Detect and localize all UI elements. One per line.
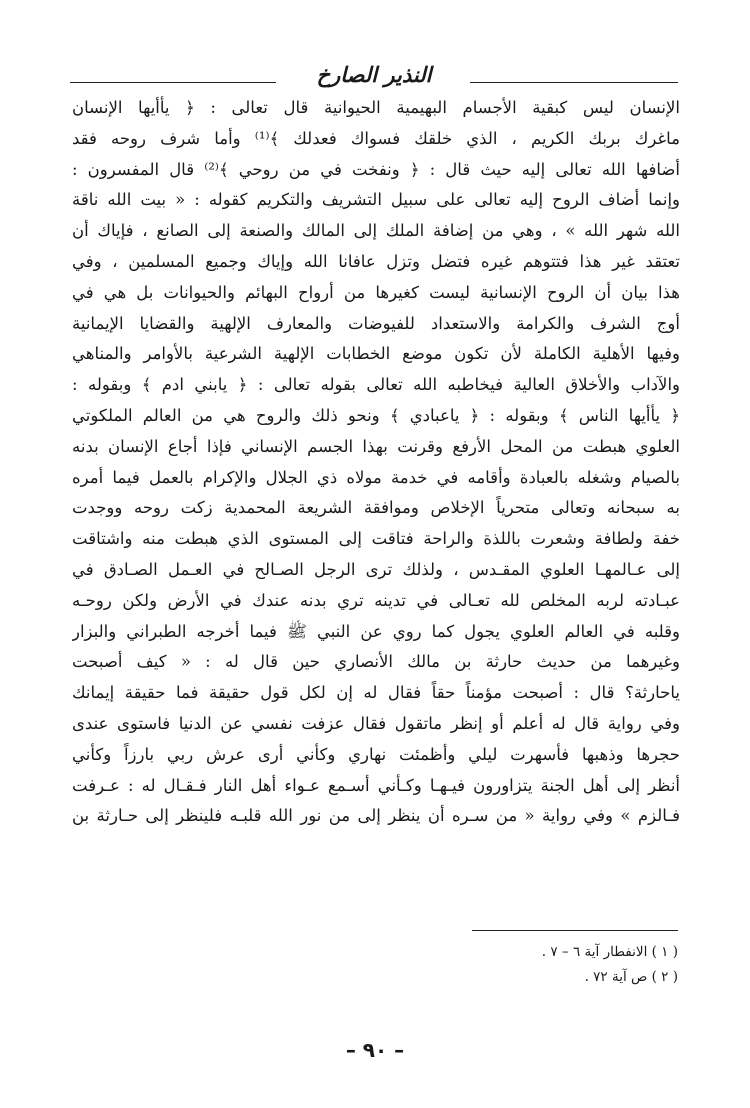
- text-line: الإنسان ليس كبقية الأجسام البهيمية الحيوانية قال تعالى : ﴿ يأأيها الإنسان: [72, 98, 680, 117]
- body-text: [72, 93, 680, 832]
- text-line: أنظر إلى أهل الجنة يتزاورون فيـهـا وكـأني أسـمع عـواء أهل النار فـقـال له : عـرفت: [72, 775, 680, 795]
- text-line: حجرها وذهبها فأسهرت ليلي وأظمئت نهاري وكأني أرى عرش ربي بارزاً وكأني: [72, 744, 680, 764]
- text-line: عبـادته لربه المخلص لله تعـالى في تدينه تري بدنه عندك في الأرض ولكن روحـه: [72, 590, 680, 610]
- text-line: أوج الشرف والكرامة والاستعداد للفيوضات والمعارف الإلهية والقضايا الإيمانية: [72, 313, 680, 333]
- text-line: الله شهر الله » ، وهي من إضافة الملك إلى المالك والصنعة إلى الصانع ، فإياك أن: [72, 221, 680, 241]
- text-line: ماغرك بربك الكريم ، الذي خلقك فسواك فعدلك ﴾⁽¹⁾ وأما شرف روحه فقد: [72, 128, 680, 148]
- text-line: العلوي هبطت من المحل الأرفع وقرنت بهذا الجسم الإنساني فإذا أجاع الإنسان بدنه: [72, 436, 680, 456]
- text-line: بالصيام وشغله بالعبادة وأقامه في خدمة مولاه ذي الجلال والإكرام بالعمل فيما أمره: [72, 467, 680, 487]
- text-line: وقلبه في العالم العلوي يجول كما روي عن النبي ﷺ فيما أخرجه الطبراني والبزار: [72, 621, 680, 641]
- text-line: ﴿ يأأيها الناس ﴾ وبقوله : ﴿ ياعبادي ﴾ ونحو ذلك والروح هي من العالم الملكوتي: [72, 405, 680, 425]
- header-rule-left: [70, 82, 276, 83]
- text-line: وفي رواية قال له أعلم أو إنظر ماتقول فقال عزفت نفسي عن الدنيا فاستوى عندى: [72, 713, 680, 733]
- text-line: به سبحانه وتعالى متحرياً الإخلاص وموافقة الشريعة المحمدية زكت روحه ووجدت: [72, 498, 680, 518]
- running-header: [70, 62, 678, 92]
- page-number: – ٩٠ –: [345, 1038, 405, 1062]
- text-line: أضافها الله تعالى إليه حيث قال : ﴿ ونفخت في من روحي ﴾⁽²⁾ قال المفسرون :: [72, 159, 680, 179]
- text-line: خفة ولطافة وشعرت باللذة والراحة فتاقت إلى المستوى الذي هبطت منه واشتاقت: [72, 529, 680, 549]
- text-line: والآداب والأخلاق العالية فيخاطبه الله تعالى بقوله تعالى : ﴿ يابني ادم ﴾ وبقوله :: [72, 375, 680, 395]
- footnote-2: ( ٢ ) ص آية ٧٢ .: [584, 969, 678, 985]
- text-line: فـالزم » وفي رواية « من سـره أن ينظر إلى من نور الله قلبـه فلينظر إلى حـارثة بن: [72, 806, 680, 826]
- text-line: إلى عـالمهـا العلوي المقـدس ، ولذلك ترى الرجل الصـالح في العـمل الصـادق في: [72, 559, 680, 579]
- text-line: وغيرهما من حديث حارثة بن مالك الأنصاري حين قال له : « كيف أصبحت: [72, 652, 680, 672]
- text-line: هذا بيان أن الروح الإنسانية ليست كغيرها من أرواح البهائم والحيوانات بل هي في: [72, 282, 680, 302]
- text-line: ياحارثة؟ قال : أصبحت مؤمناً حقاً فقال له إن لكل قول حقيقة فما حقيقة إيمانك: [72, 683, 680, 703]
- text-line: تعتقد غير هذا فتتوهم غيره فتضل وتزل عافانا الله وإياك وجميع المسلمين ، وفي: [72, 251, 680, 271]
- header-title: النذير الصارخ: [316, 63, 432, 87]
- text-line: وإنما أضاف الروح إليه تعالى على سبيل التشريف والتكريم كقوله : « بيت الله ناقة: [72, 190, 680, 210]
- footnotes: [278, 940, 678, 990]
- header-rule-right: [470, 82, 678, 83]
- footnote-separator: [472, 930, 678, 931]
- footnote-1: ( ١ ) الانفطار آية ٦ – ٧ .: [541, 944, 678, 960]
- text-line: وفيها الأهلية الكاملة لأن تكون موضع الخطابات الإلهية الشرعية بالأوامر والمناهي: [72, 344, 680, 364]
